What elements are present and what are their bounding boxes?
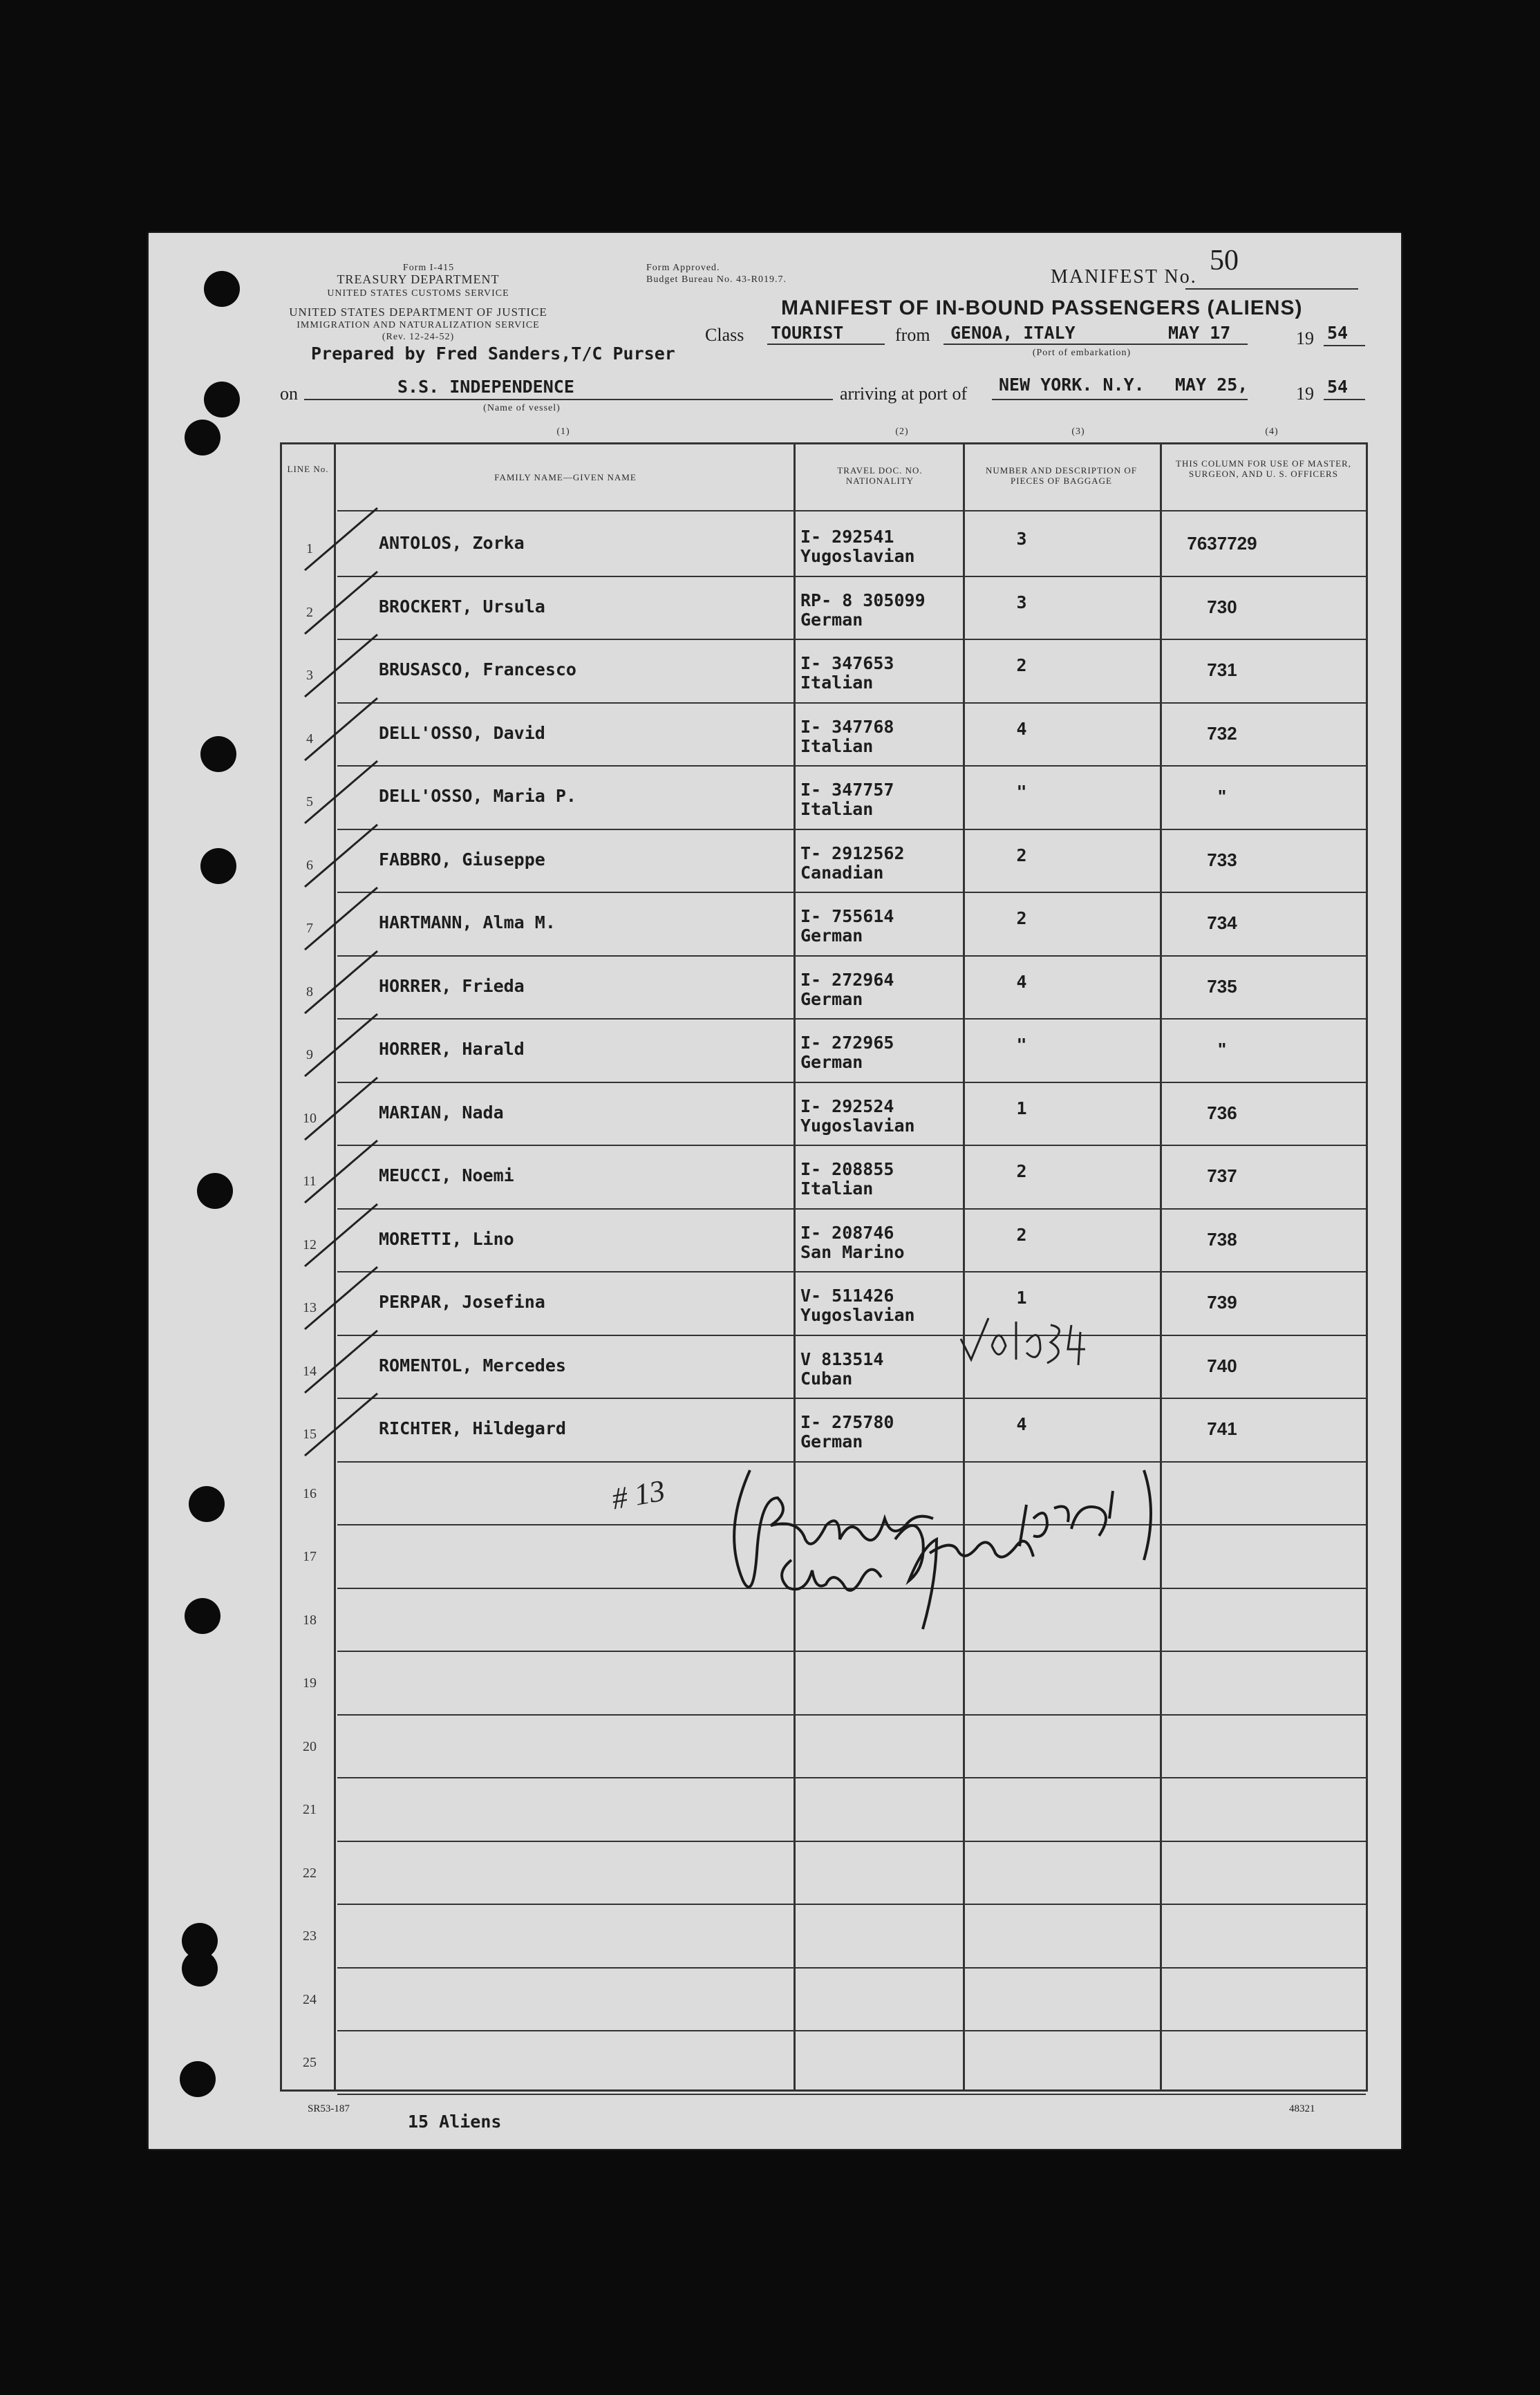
table-row [282, 1210, 1366, 1273]
table-row [282, 1716, 1366, 1779]
binder-hole [204, 271, 240, 307]
arrival-port: NEW YORK. N.Y. [999, 375, 1145, 395]
officer-entry: 737 [1207, 1165, 1237, 1186]
line-number: 4 [306, 731, 313, 746]
passenger-name: FABBRO, Giuseppe [379, 849, 545, 870]
page-title: MANIFEST OF IN-BOUND PASSENGERS (ALIENS) [781, 297, 1303, 319]
doc-number: I- 272965 [800, 1033, 894, 1053]
embark-caption: (Port of embarkation) [1032, 348, 1131, 358]
table-row [282, 1146, 1366, 1210]
travel-doc [800, 844, 905, 883]
officer-entry: 736 [1207, 1102, 1237, 1123]
passenger-name: MARIAN, Nada [379, 1102, 504, 1123]
doc-number: V 813514 [800, 1349, 884, 1369]
arrival-line [992, 399, 1248, 400]
doc-number: I- 275780 [800, 1412, 894, 1432]
arrival-year-line [1324, 399, 1365, 400]
handwritten-doc-correction [957, 1311, 1096, 1366]
col-header-doc: TRAVEL DOC. NO. NATIONALITY [837, 465, 923, 486]
passenger-name: MEUCCI, Noemi [379, 1165, 514, 1185]
nationality: Yugoslavian [800, 546, 915, 566]
manifest-label: MANIFEST No. [1051, 266, 1197, 288]
col-number-4: (4) [1265, 426, 1279, 437]
baggage-count: 4 [1016, 971, 1027, 992]
line-number: 23 [303, 1928, 317, 1944]
passenger-name: ANTOLOS, Zorka [379, 533, 525, 553]
baggage-count: 4 [1016, 718, 1027, 739]
year-prefix: 19 [1296, 328, 1314, 348]
officer-entry: 741 [1207, 1418, 1237, 1439]
travel-doc [800, 654, 894, 693]
nationality: German [800, 1431, 863, 1452]
table-row [282, 1083, 1366, 1147]
table-row [282, 514, 1366, 577]
officer-entry: 740 [1207, 1355, 1237, 1376]
baggage-count: 2 [1016, 908, 1027, 928]
line-number: 7 [306, 921, 313, 936]
binder-hole [189, 1486, 225, 1522]
travel-doc [800, 1033, 894, 1072]
aliens-total: 15 Aliens [408, 2112, 502, 2132]
check-mark-icon [301, 1387, 384, 1463]
table-row [282, 640, 1366, 704]
line-number: 18 [303, 1612, 317, 1628]
passenger-table [280, 442, 1368, 2092]
depart-date: MAY 17 [1168, 323, 1231, 343]
line-number: 5 [306, 794, 313, 809]
doc-number: I- 347757 [800, 780, 894, 800]
table-row [282, 704, 1366, 767]
line-number: 6 [306, 857, 313, 873]
nationality: Italian [800, 735, 874, 756]
travel-doc [800, 527, 915, 566]
travel-doc [800, 780, 894, 819]
col-header-name: FAMILY NAME—GIVEN NAME [494, 472, 637, 482]
doc-number: I- 347768 [800, 716, 894, 737]
line-number: 9 [306, 1047, 313, 1062]
line-number: 21 [303, 1802, 317, 1817]
col-number-2: (2) [895, 426, 909, 437]
baggage-count: 2 [1016, 655, 1027, 675]
table-row [282, 1020, 1366, 1083]
nationality: Italian [800, 799, 874, 819]
table-row [282, 577, 1366, 641]
doc-number: I- 272964 [800, 969, 894, 990]
budget-bureau: Budget Bureau No. 43-R019.7. [646, 274, 787, 285]
year-line [1324, 345, 1365, 346]
table-row [282, 893, 1366, 957]
officer-entry: 733 [1207, 849, 1237, 870]
passenger-name: PERPAR, Josefina [379, 1292, 545, 1312]
line-number: 15 [303, 1427, 317, 1442]
travel-doc [800, 1160, 894, 1199]
baggage-count: 2 [1016, 845, 1027, 865]
nationality: German [800, 926, 863, 946]
line-number: 17 [303, 1549, 317, 1564]
prepared-by: Prepared by Fred Sanders,T/C Purser [311, 344, 675, 364]
nationality: Canadian [800, 862, 884, 883]
officer-entry: " [1217, 786, 1227, 807]
officer-entry: 730 [1207, 596, 1237, 617]
dept-treasury: TREASURY DEPARTMENT [337, 272, 500, 286]
handwritten-count-note: # 13 [609, 1473, 668, 1516]
class-value: TOURIST [771, 323, 844, 343]
officer-entry: 734 [1207, 912, 1237, 933]
travel-doc [800, 1223, 905, 1262]
handwritten-doc-note [971, 1373, 975, 1374]
line-number: 3 [306, 668, 313, 683]
nationality: Cuban [800, 1368, 853, 1389]
nationality: Yugoslavian [800, 1115, 915, 1136]
header-rule [337, 510, 1366, 511]
manifest-no-line [1185, 288, 1358, 290]
class-label: Class [705, 325, 744, 345]
passenger-name: RICHTER, Hildegard [379, 1418, 566, 1438]
baggage-count: 3 [1016, 592, 1027, 612]
table-row [282, 957, 1366, 1020]
nationality: Italian [800, 673, 874, 693]
customs-service: UNITED STATES CUSTOMS SERVICE [327, 288, 509, 299]
table-row [282, 1399, 1366, 1463]
travel-doc [800, 907, 894, 946]
arrival-year: 54 [1327, 377, 1349, 397]
col-number-1: (1) [556, 426, 570, 437]
nationality: German [800, 609, 863, 630]
arrival-year-prefix: 19 [1296, 384, 1314, 404]
table-row [282, 1905, 1366, 1969]
officer-entry: 738 [1207, 1228, 1237, 1250]
table-row [282, 767, 1366, 830]
line-number: 14 [303, 1363, 317, 1379]
nationality: Yugoslavian [800, 1305, 915, 1325]
passenger-name: DELL'OSSO, David [379, 722, 545, 743]
from-label: from [895, 325, 930, 345]
binder-hole [204, 382, 240, 417]
manifest-page [149, 233, 1401, 2149]
footer-right-code: 48321 [1289, 2103, 1315, 2114]
baggage-count: 1 [1016, 1098, 1027, 1118]
binder-hole [200, 736, 236, 772]
officer-entry: 7637729 [1187, 533, 1257, 554]
arrival-date: MAY 25, [1175, 375, 1248, 395]
baggage-count: " [1016, 1035, 1027, 1055]
binder-hole [185, 1598, 220, 1634]
line-number: 8 [306, 984, 313, 999]
doc-number: V- 511426 [800, 1286, 894, 1306]
doc-number: I- 292524 [800, 1096, 894, 1116]
table-row [282, 1969, 1366, 2032]
binder-hole [180, 2061, 216, 2097]
form-approved: Form Approved. [646, 263, 720, 273]
line-number: 12 [303, 1237, 317, 1252]
table-row [282, 1842, 1366, 1906]
arriving-label: arriving at port of [840, 384, 968, 404]
table-row [282, 1778, 1366, 1842]
from-value: GENOA, ITALY [950, 323, 1076, 343]
line-number: 20 [303, 1738, 317, 1754]
line-number: 2 [306, 604, 313, 620]
passenger-name: BROCKERT, Ursula [379, 596, 545, 617]
nationality: German [800, 988, 863, 1009]
line-number: 13 [303, 1300, 317, 1315]
officer-signature [722, 1463, 1344, 1684]
line-number: 16 [303, 1485, 317, 1501]
table-row [282, 1336, 1366, 1400]
travel-doc [800, 1350, 883, 1389]
doc-number: I- 208855 [800, 1159, 894, 1179]
line-number: 1 [306, 541, 313, 556]
doc-number: I- 292541 [800, 527, 894, 547]
nationality: Italian [800, 1178, 874, 1199]
baggage-count: 4 [1016, 1414, 1027, 1434]
revision: (Rev. 12-24-52) [382, 332, 455, 342]
table-row [282, 2031, 1366, 2095]
manifest-number: 50 [1210, 245, 1239, 276]
doc-number: I- 208746 [800, 1222, 894, 1243]
on-label: on [280, 384, 298, 404]
line-number: 22 [303, 1865, 317, 1881]
officer-entry: 739 [1207, 1292, 1237, 1313]
line-number: 25 [303, 2055, 317, 2070]
from-line [943, 344, 1248, 345]
binder-hole [200, 848, 236, 884]
line-number: 10 [303, 1110, 317, 1126]
nationality: San Marino [800, 1241, 905, 1262]
doc-number: I- 347653 [800, 653, 894, 673]
table-row [282, 1272, 1366, 1336]
binder-hole [185, 420, 220, 455]
baggage-count: 2 [1016, 1161, 1027, 1181]
col-header-line-no: LINE No. [287, 464, 329, 474]
year-value: 54 [1327, 323, 1349, 343]
officer-entry: 731 [1207, 659, 1237, 680]
baggage-count: 3 [1016, 529, 1027, 549]
travel-doc [800, 1413, 894, 1452]
class-line [767, 344, 885, 345]
binder-hole [197, 1173, 233, 1209]
col-header-officers: THIS COLUMN FOR USE OF MASTER, SURGEON, AND U. S. OFFICERS [1176, 458, 1351, 479]
line-number: 11 [303, 1174, 317, 1189]
doc-number: T- 2912562 [800, 843, 905, 863]
baggage-count: 2 [1016, 1224, 1027, 1245]
col-number-3: (3) [1071, 426, 1085, 437]
passenger-name: ROMENTOL, Mercedes [379, 1355, 566, 1375]
passenger-name: BRUSASCO, Francesco [379, 659, 576, 679]
travel-doc [800, 1286, 915, 1325]
passenger-name: HARTMANN, Alma M. [379, 912, 556, 932]
doc-number: RP- 8 305099 [800, 590, 926, 610]
line-number: 19 [303, 1675, 317, 1691]
binder-hole [182, 1951, 218, 1987]
travel-doc [800, 591, 926, 630]
row-rule [337, 2094, 1366, 2095]
form-number: Form I-415 [402, 263, 455, 273]
passenger-name: HORRER, Harald [379, 1039, 525, 1059]
nationality: German [800, 1052, 863, 1072]
vessel-line [304, 399, 833, 400]
passenger-name: DELL'OSSO, Maria P. [379, 786, 576, 806]
ins-service: IMMIGRATION AND NATURALIZATION SERVICE [297, 320, 540, 330]
line-number: 24 [303, 1991, 317, 2007]
officer-entry: 735 [1207, 975, 1237, 997]
doc-number: I- 755614 [800, 906, 894, 926]
table-row [282, 830, 1366, 894]
officer-entry: " [1217, 1039, 1227, 1060]
passenger-name: HORRER, Frieda [379, 975, 525, 996]
baggage-count: " [1016, 782, 1027, 802]
travel-doc [800, 717, 894, 756]
col-header-baggage: NUMBER AND DESCRIPTION OF PIECES OF BAGGAGE [986, 465, 1137, 486]
passenger-name: MORETTI, Lino [379, 1228, 514, 1249]
vessel-name: S.S. INDEPENDENCE [397, 377, 574, 397]
officer-entry: 732 [1207, 722, 1237, 744]
vessel-caption: (Name of vessel) [483, 403, 561, 413]
dept-justice: UNITED STATES DEPARTMENT OF JUSTICE [289, 306, 547, 319]
baggage-count: 1 [1016, 1288, 1027, 1308]
footer-left-code: SR53-187 [308, 2103, 350, 2114]
travel-doc [800, 970, 894, 1009]
travel-doc [800, 1097, 915, 1136]
